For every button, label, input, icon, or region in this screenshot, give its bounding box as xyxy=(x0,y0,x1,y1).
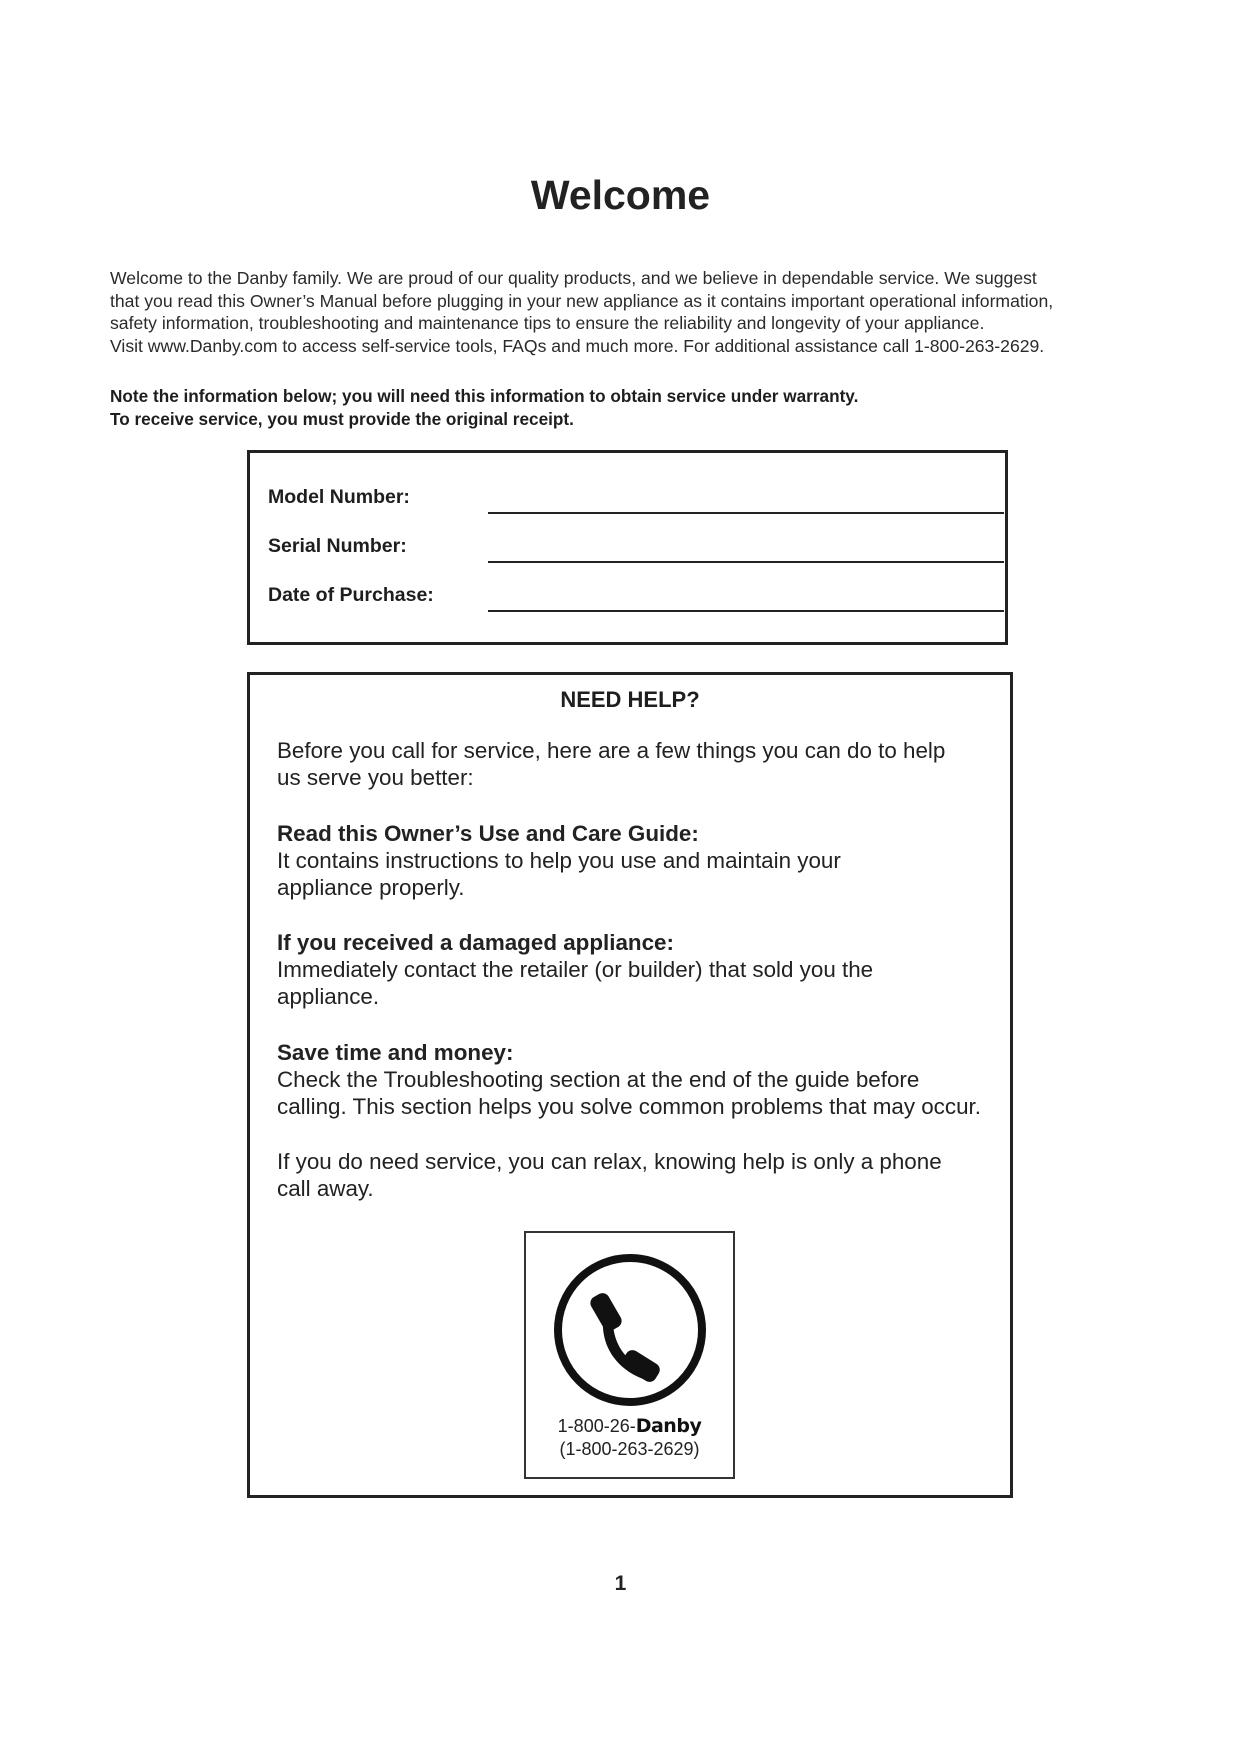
danby-logo: Danby xyxy=(635,1415,702,1437)
damaged-heading: If you received a damaged appliance: xyxy=(277,930,674,955)
note-line: Note the information below; you will need this information to obtain service under warranty. xyxy=(110,386,859,406)
help-guide-section xyxy=(277,820,897,901)
warranty-note xyxy=(110,385,1140,431)
intro-paragraph xyxy=(110,267,1140,357)
product-info-box xyxy=(247,450,1008,645)
date-of-purchase-label: Date of Purchase: xyxy=(268,584,434,606)
help-damaged-section xyxy=(277,929,917,1010)
intro-line: Welcome to the Danby family. We are proud of our quality products, and we believe in dependable service. We suggest xyxy=(110,268,1037,288)
serial-number-label: Serial Number: xyxy=(268,535,407,557)
phone-numeric-number: (1-800-263-2629) xyxy=(559,1439,700,1459)
save-heading: Save time and money: xyxy=(277,1040,514,1065)
intro-line: safety information, troubleshooting and maintenance tips to ensure the reliability and longevity of your appliance. xyxy=(110,313,985,333)
phone-handset-icon xyxy=(551,1251,709,1409)
phone-vanity-number xyxy=(526,1415,733,1437)
date-of-purchase-field[interactable] xyxy=(488,610,1004,612)
page-number: 1 xyxy=(614,1572,627,1595)
guide-text: It contains instructions to help you use and maintain your appliance properly. xyxy=(277,848,841,900)
help-intro: Before you call for service, here are a few things you can do to help us serve you better: xyxy=(277,738,946,790)
phone-contact-box xyxy=(524,1231,735,1479)
damaged-text: Immediately contact the retailer (or builder) that sold you the appliance. xyxy=(277,957,874,1009)
serial-number-row xyxy=(268,535,988,565)
help-save-section xyxy=(277,1039,992,1120)
model-number-row xyxy=(268,486,988,516)
guide-heading: Read this Owner’s Use and Care Guide: xyxy=(277,821,699,846)
need-help-box xyxy=(247,672,1013,1498)
serial-number-field[interactable] xyxy=(488,561,1004,563)
need-help-title: NEED HELP? xyxy=(560,687,700,712)
model-number-label: Model Number: xyxy=(268,486,410,508)
model-number-field[interactable] xyxy=(488,512,1004,514)
page-title: Welcome xyxy=(530,172,711,218)
help-closing: If you do need service, you can relax, knowing help is only a phone call away. xyxy=(277,1149,942,1201)
intro-line: that you read this Owner’s Manual before plugging in your new appliance as it contains important operational information, xyxy=(110,290,1054,311)
intro-line: Visit www.Danby.com to access self-service tools, FAQs and much more. For additional assistance call 1-800-263-2629. xyxy=(110,335,1045,356)
note-line: To receive service, you must provide the original receipt. xyxy=(110,409,574,429)
phone-prefix: 1-800-26- xyxy=(557,1416,636,1436)
date-of-purchase-row xyxy=(268,584,988,614)
save-text: Check the Troubleshooting section at the end of the guide before calling. This section helps you solve common problems that may occur. xyxy=(277,1067,981,1119)
